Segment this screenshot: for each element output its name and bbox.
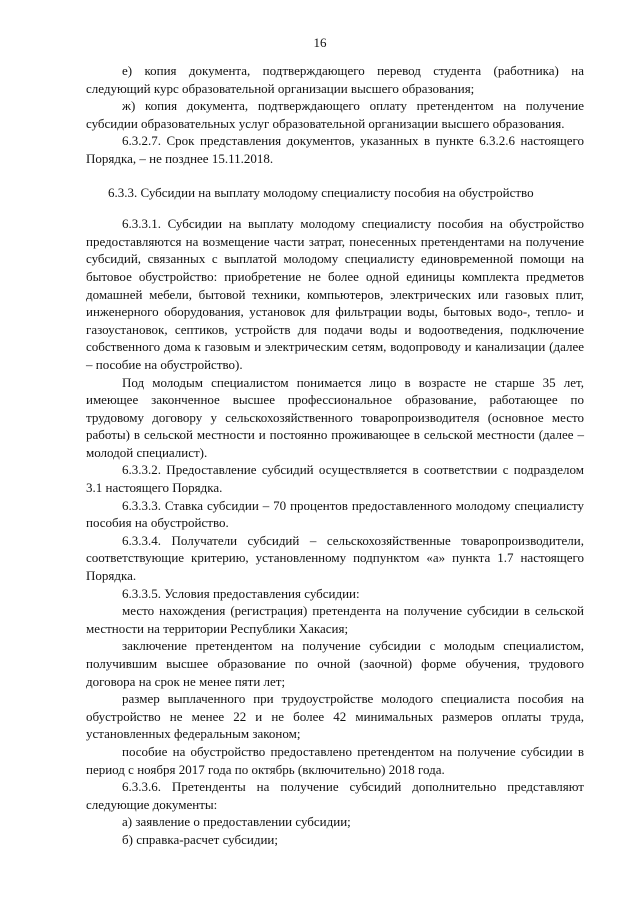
- paragraph-6-3-3-3: 6.3.3.3. Ставка субсидии – 70 процентов предоставленного молодому специалисту пособия на обустройство.: [86, 497, 584, 531]
- condition-location: место нахождения (регистрация) претендента на получение субсидии в сельской местности на территории Республики Хакасия;: [86, 603, 584, 636]
- paragraph-6-3-2-7: 6.3.2.7. Срок представления документов, указанных в пункте 6.3.2.6 настоящего Порядка, – не позднее 15.11.2018.: [86, 133, 584, 166]
- document-item-a: а) заявление о предоставлении субсидии;: [122, 814, 351, 830]
- section-heading: 6.3.3. Субсидии на выплату молодому специалисту пособия на обустройство: [108, 184, 534, 200]
- paragraph-6-3-3-6: 6.3.3.6. Претенденты на получение субсидий дополнительно представляют следующие документы:: [86, 779, 584, 812]
- condition-employment-contract: заключение претендентом на получение субсидии с молодым специалистом, получившим высшее образование по очной (заочной) форме обучения, трудового договора на срок не менее пяти лет;: [86, 638, 584, 689]
- document-item-b: б) справка-расчет субсидии;: [122, 831, 278, 847]
- condition-allowance-period: пособие на обустройство предоставлено претендентом на получение субсидии в период с ноября 2017 года по октябрь (включительно) 2018 года.: [86, 743, 584, 777]
- paragraph-young-specialist-definition: Под молодым специалистом понимается лицо в возрасте не старше 35 лет, имеющее законченное высшее профессиональное образование, работающее по трудовому договору у сельскохозяйственного товаропроизводителя (основное место работы) в сельской местности и постоянно проживающее в сельской местности (далее – молодой специалист).: [86, 374, 584, 460]
- paragraph-6-3-3-2: 6.3.3.2. Предоставление субсидий осуществляется в соответствии с подразделом 3.1 настоящего Порядка.: [86, 462, 584, 496]
- paragraph-6-3-3-5: 6.3.3.5. Условия предоставления субсидии:: [122, 585, 360, 601]
- paragraph-6-3-3-1: 6.3.3.1. Субсидии на выплату молодому специалисту пособия на обустройство предоставляются на возмещение части затрат, понесенных претендентами на получение субсидий, связанных с выплатой молодому специалисту единовременной помощи на бытовое обустройство: приобретение не более одной единицы комплекта предметов домашней мебели, бытовой техники, компьютеров, электрических или газовых плит, инженерного оборудования, установок для фильтрации воды, бытовых водо-, тепло- и газоустановок, септиков, устройств для подачи воды и водоотведения, подключение собственного дома к газовым и электрическим сетям, водопроводу и канализации (далее – пособие на обустройство).: [86, 216, 584, 372]
- paragraph-6-3-3-4: 6.3.3.4. Получатели субсидий – сельскохозяйственные товаропроизводители, соответствующие критерию, установленному подпунктом «а» пункта 1.7 настоящего Порядка.: [86, 532, 584, 584]
- paragraph-item-e: е) копия документа, подтверждающего перевод студента (работника) на следующий курс образовательной организации высшего образования;: [86, 63, 584, 96]
- paragraph-item-zh: ж) копия документа, подтверждающего оплату претендентом на получение субсидии образовательных услуг образовательной организации высшего образования.: [86, 98, 584, 131]
- page-number: 16: [313, 35, 327, 50]
- condition-allowance-amount: размер выплаченного при трудоустройстве молодого специалиста пособия на обустройство не менее 22 и не более 42 минимальных размеров оплаты труда, установленных федеральным законом;: [86, 691, 584, 742]
- document-body: [86, 62, 584, 849]
